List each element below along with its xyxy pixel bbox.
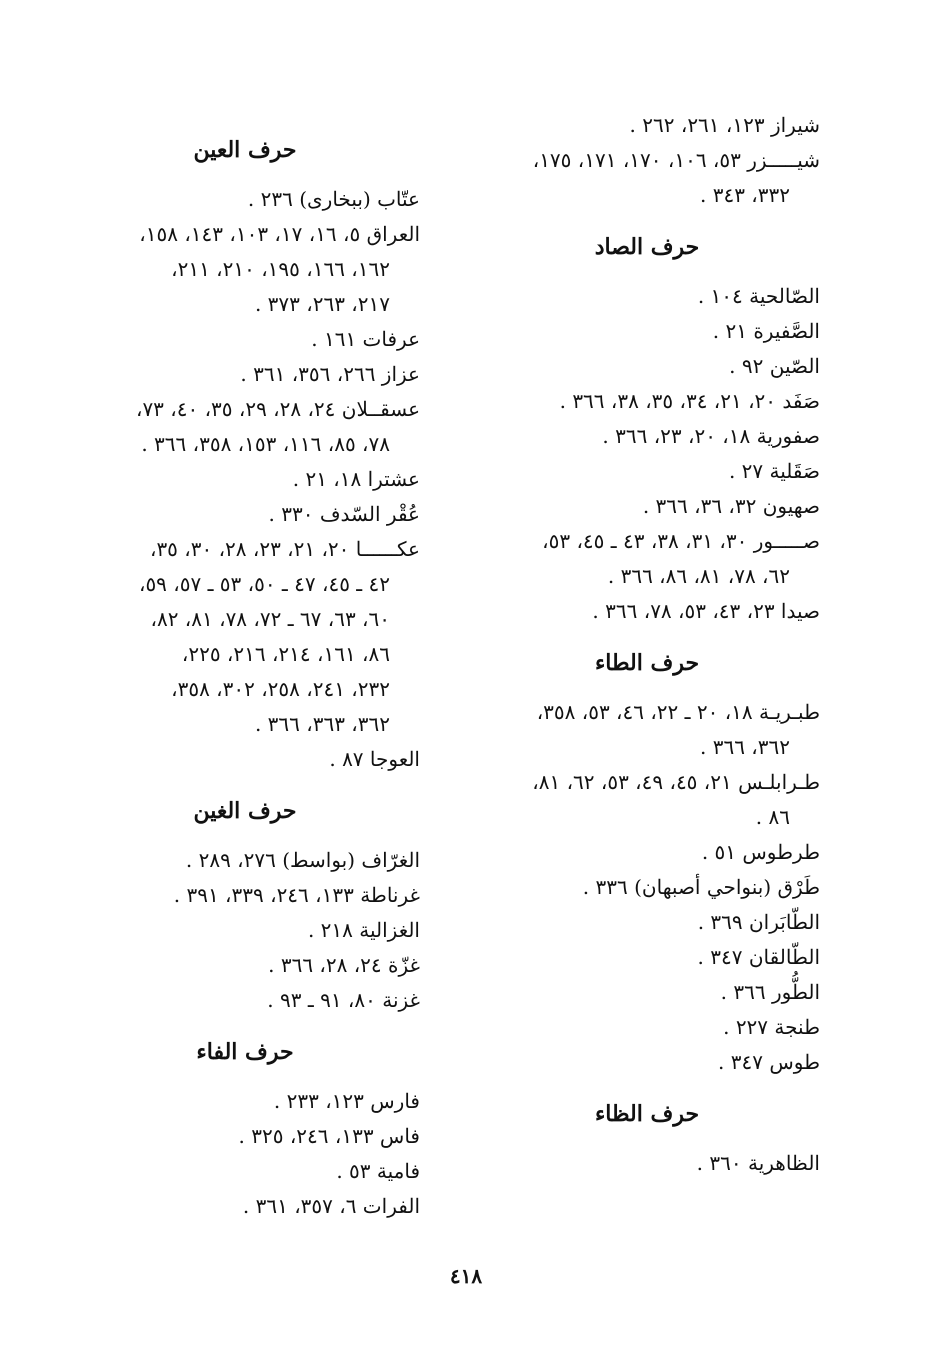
section-heading: حرف العين	[193, 137, 297, 163]
page-number: ٤١٨	[449, 1264, 483, 1288]
index-entry: غرناطة ١٣٣، ٢٤٦، ٣٣٩، ٣٩١ .	[173, 883, 420, 907]
index-entry-continuation: ٣٣٢، ٣٤٣ .	[700, 183, 790, 207]
index-entry: طوس ٣٤٧ .	[718, 1050, 820, 1074]
index-column-right	[474, 108, 820, 1181]
index-entry: صـــــور ٣٠، ٣١، ٣٨، ٤٣ ـ ٤٥، ٥٣،	[542, 529, 820, 553]
index-entry-continuation: ٣٦٢، ٣٦٦ .	[700, 735, 790, 759]
index-entry: الصّين ٩٢ .	[729, 354, 820, 378]
index-entry: عشترا ١٨، ٢١ .	[292, 467, 420, 491]
index-entry: طرطوس ٥١ .	[701, 840, 820, 864]
section-heading: حرف الفاء	[196, 1039, 294, 1065]
index-entry: الطُّور ٣٦٦ .	[720, 980, 820, 1004]
index-entry: الصَّفيرة ٢١ .	[712, 319, 820, 343]
section-heading: حرف الغين	[193, 798, 297, 824]
index-entry: شيـــــزر ٥٣، ١٠٦، ١٧٠، ١٧١، ١٧٥،	[532, 148, 820, 172]
index-entry: عُقْر السّدف ٣٣٠ .	[268, 502, 420, 526]
index-entry-continuation: ٧٨، ٨٥، ١١٦، ١٥٣، ٣٥٨، ٣٦٦ .	[141, 432, 390, 456]
index-entry: عكــــــا ٢٠، ٢١، ٢٣، ٢٨، ٣٠، ٣٥،	[149, 537, 420, 561]
index-entry: الطّابَران ٣٦٩ .	[697, 910, 820, 934]
index-entry: شيراز ١٢٣، ٢٦١، ٢٦٢ .	[629, 113, 820, 137]
index-entry: الفرات ٦، ٣٥٧، ٣٦١ .	[242, 1194, 420, 1218]
index-entry-continuation: ٢١٧، ٢٦٣، ٣٧٣ .	[254, 292, 390, 316]
index-entry: عرفات ١٦١ .	[311, 327, 420, 351]
index-entry: عزاز ٢٦٦، ٣٥٦، ٣٦١ .	[240, 362, 420, 386]
index-entry: فاس ١٣٣، ٢٤٦، ٣٢٥ .	[238, 1124, 420, 1148]
index-entry: فامية ٥٣ .	[336, 1159, 420, 1183]
index-entry: طـرابلـس ٢١، ٤٥، ٤٩، ٥٣، ٦٢، ٨١،	[532, 770, 820, 794]
index-entry: الغرّاف (بواسط) ٢٧٦، ٢٨٩ .	[185, 848, 420, 872]
index-entry: الغزالية ٢١٨ .	[307, 918, 420, 942]
index-column-left	[70, 108, 420, 1224]
index-entry: صَفَد ٢٠، ٢١، ٣٤، ٣٥، ٣٨، ٣٦٦ .	[559, 389, 820, 413]
index-entry: الظاهرية ٣٦٠ .	[696, 1151, 820, 1175]
index-entry-continuation: ٦٢، ٧٨، ٨١، ٨٦، ٣٦٦ .	[607, 564, 790, 588]
index-entry-continuation: ٨٦ .	[755, 805, 790, 829]
section-heading: حرف الصاد	[594, 234, 700, 260]
index-entry-continuation: ٣٦٢، ٣٦٣، ٣٦٦ .	[254, 712, 390, 736]
index-entry: العراق ٥، ١٦، ١٧، ١٠٣، ١٤٣، ١٥٨،	[139, 222, 420, 246]
index-entry: العوجا ٨٧ .	[329, 747, 420, 771]
section-heading: حرف الظاء	[594, 1101, 700, 1127]
index-entry: الطّالقان ٣٤٧ .	[697, 945, 820, 969]
index-entry: عسقــلان ٢٤، ٢٨، ٢٩، ٣٥، ٤٠، ٧٣،	[135, 397, 420, 421]
index-entry: صهيون ٣٢، ٣٦، ٣٦٦ .	[642, 494, 820, 518]
index-entry: عتّاب (ببخارى) ٢٣٦ .	[247, 187, 420, 211]
index-entry: صَقَلية ٢٧ .	[728, 459, 820, 483]
index-entry: صيدا ٢٣، ٤٣، ٥٣، ٧٨، ٣٦٦ .	[592, 599, 820, 623]
index-entry-continuation: ٨٦، ١٦١، ٢١٤، ٢١٦، ٢٢٥،	[181, 642, 390, 666]
index-entry: طَرْق (بنواحي أصبهان) ٣٣٦ .	[582, 875, 820, 899]
index-entry-continuation: ٤٢ ـ ٤٥، ٤٧ ـ ٥٠، ٥٣ ـ ٥٧، ٥٩،	[138, 572, 390, 596]
index-entry: غزّة ٢٤، ٢٨، ٣٦٦ .	[268, 953, 420, 977]
index-entry: طبـريـة ١٨، ٢٠ ـ ٢٢، ٤٦، ٥٣، ٣٥٨،	[536, 700, 820, 724]
index-entry: صفورية ١٨، ٢٠، ٢٣، ٣٦٦ .	[602, 424, 820, 448]
index-entry-continuation: ١٦٢، ١٦٦، ١٩٥، ٢١٠، ٢١١،	[171, 257, 390, 281]
index-entry: الصّالحية ١٠٤ .	[697, 284, 820, 308]
index-entry-continuation: ٢٣٢، ٢٤١، ٢٥٨، ٣٠٢، ٣٥٨،	[171, 677, 390, 701]
index-entry-continuation: ٦٠، ٦٣، ٦٧ ـ ٧٢، ٧٨، ٨١، ٨٢،	[150, 607, 390, 631]
index-entry: غزنة ٨٠، ٩١ ـ ٩٣ .	[267, 988, 420, 1012]
index-entry: طنجة ٢٢٧ .	[723, 1015, 820, 1039]
section-heading: حرف الطاء	[594, 650, 700, 676]
index-entry: فارس ١٢٣، ٢٣٣ .	[273, 1089, 420, 1113]
